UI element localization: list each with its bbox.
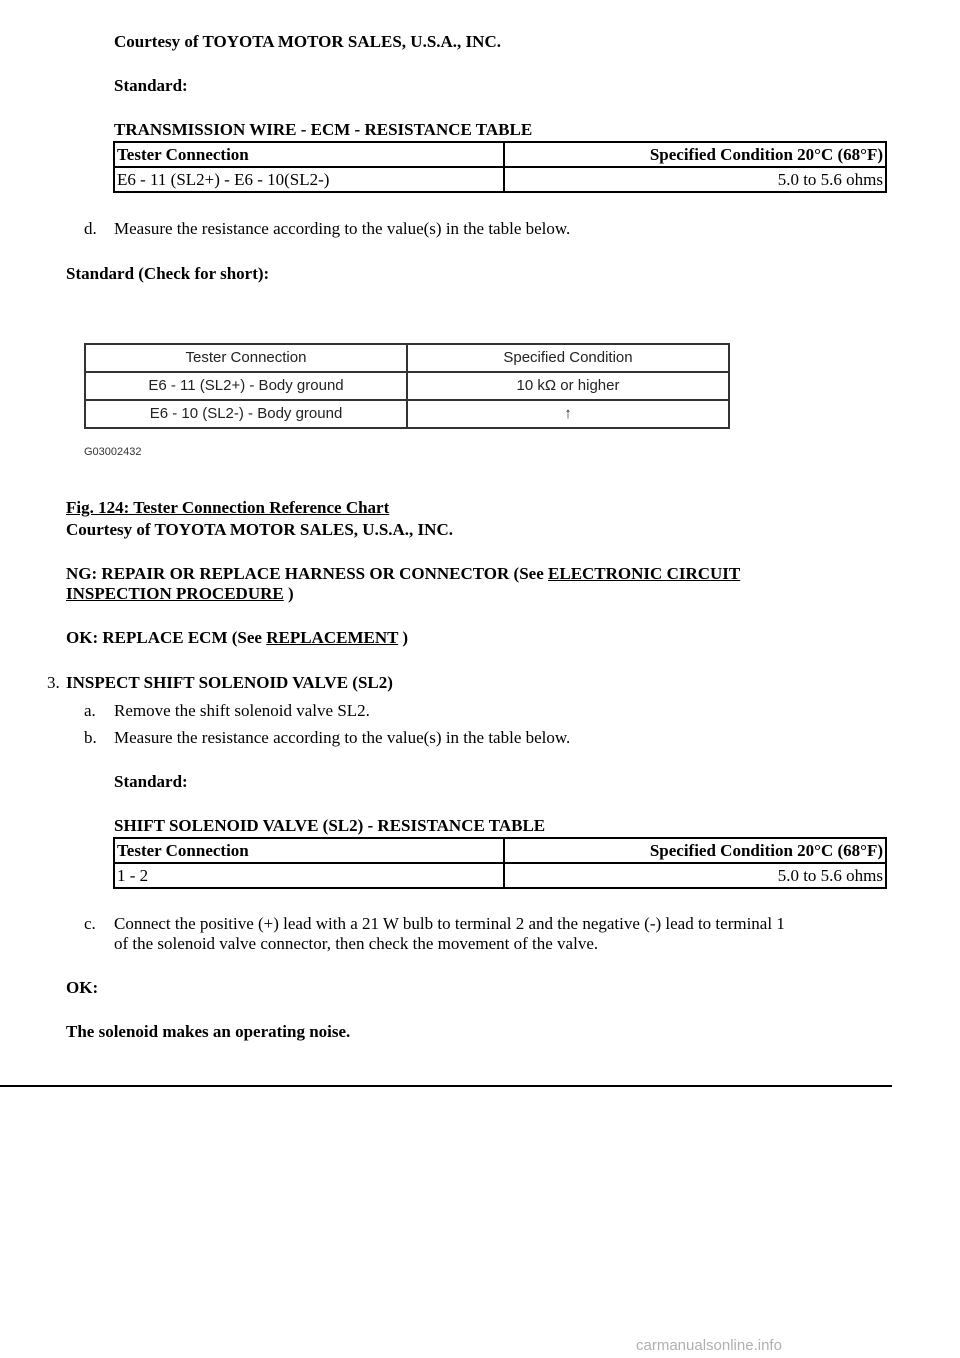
courtesy-line-figure: Courtesy of TOYOTA MOTOR SALES, U.S.A., INC. [66,520,453,539]
table-cell: 5.0 to 5.6 ohms [504,167,886,192]
page-divider [0,1085,892,1087]
ok-replace-prefix: OK: REPLACE ECM (See [66,628,267,647]
table-cell: E6 - 11 (SL2+) - E6 - 10(SL2-) [114,167,504,192]
ng-suffix: ) [283,584,294,603]
ng-prefix: NG: REPAIR OR REPLACE HARNESS OR CONNECTOR (See [66,564,549,583]
table1-title: TRANSMISSION WIRE - ECM - RESISTANCE TABLE [114,120,533,139]
table-header-row [114,142,886,167]
ok-replace-suffix: ) [398,628,409,647]
figure-table [84,343,730,429]
standard-label: Standard: [114,76,188,95]
figure-cell: Specified Condition [407,344,729,372]
figure-header-row [85,344,729,372]
figure-cell: 10 kΩ or higher [407,372,729,400]
step-b-text: Measure the resistance according to the value(s) in the table below. [114,728,571,747]
ok-result: The solenoid makes an operating noise. [66,1022,351,1041]
figure-cell: E6 - 10 (SL2-) - Body ground [85,400,407,428]
ok-replace-ecm-line [66,628,408,648]
table2-title: SHIFT SOLENOID VALVE (SL2) - RESISTANCE TABLE [114,816,546,835]
electronic-circuit-link[interactable]: ELECTRONIC CIRCUIT [548,564,741,583]
step-3-title: INSPECT SHIFT SOLENOID VALVE (SL2) [66,673,393,692]
table-header-row [114,838,886,863]
figure-row [85,372,729,400]
step-d-text: Measure the resistance according to the value(s) in the table below. [114,219,571,238]
table-row [114,863,886,888]
table-header-cell: Tester Connection [114,838,504,863]
table-header-cell: Specified Condition 20°C (68°F) [504,838,886,863]
table-header-cell: Tester Connection [114,142,504,167]
courtesy-line-top: Courtesy of TOYOTA MOTOR SALES, U.S.A., INC. [114,32,501,51]
standard-short-label: Standard (Check for short): [66,264,270,283]
figure-cell: ↑ [407,400,729,428]
step-c-line-1: Connect the positive (+) lead with a 21 W bulb to terminal 2 and the negative (-) lead to terminal 1 [114,914,785,933]
tester-connection-figure [84,343,730,431]
figure-caption-link[interactable]: Fig. 124: Tester Connection Reference Chart [66,498,390,517]
figure-code: G03002432 [84,446,142,458]
figure-cell: E6 - 11 (SL2+) - Body ground [85,372,407,400]
shift-solenoid-resistance-table [113,837,887,889]
table-cell: 1 - 2 [114,863,504,888]
step-a-text: Remove the shift solenoid valve SL2. [114,701,370,720]
step-c-line-2: of the solenoid valve connector, then check the movement of the valve. [114,934,599,953]
figure-cell: Tester Connection [85,344,407,372]
table-row [114,167,886,192]
step-3-number: 3. [47,673,60,692]
step-d-letter: d. [84,219,97,238]
table-header-cell: Specified Condition 20°C (68°F) [504,142,886,167]
ng-line-1 [66,564,740,584]
transmission-wire-resistance-table [113,141,887,193]
step-a-letter: a. [84,701,96,720]
figure-row [85,400,729,428]
table-cell: 5.0 to 5.6 ohms [504,863,886,888]
ok-label: OK: [66,978,99,997]
ng-line-2 [66,584,294,604]
replacement-link[interactable]: REPLACEMENT [266,628,399,647]
step-c-letter: c. [84,914,96,933]
inspection-procedure-link[interactable]: INSPECTION PROCEDURE [66,584,284,603]
standard-label-2: Standard: [114,772,188,791]
watermark-text: carmanualsonline.info [636,1337,782,1354]
step-b-letter: b. [84,728,97,747]
